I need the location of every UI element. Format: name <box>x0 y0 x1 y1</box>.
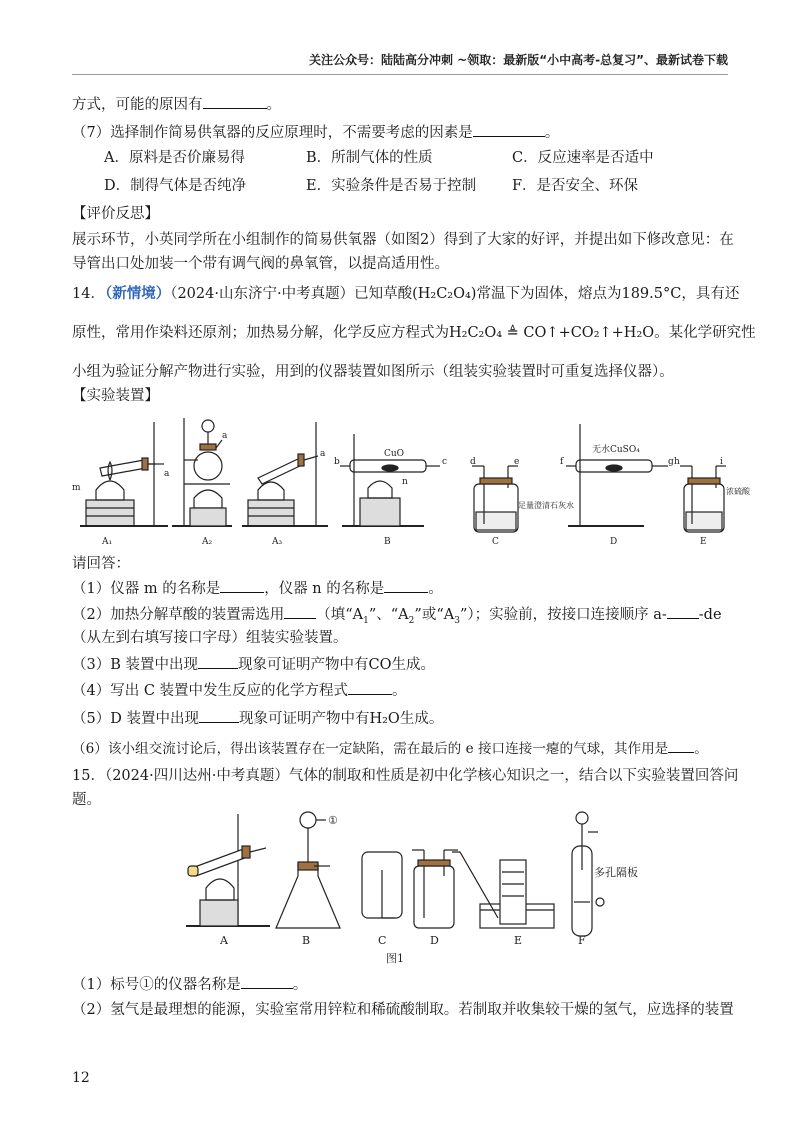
label-sulfuric: 浓硫酸 <box>726 487 750 496</box>
text: 常温下为固体，熔点为189.5°C，具有还 <box>476 286 740 302</box>
answer-blank <box>199 708 239 723</box>
apparatus-d <box>566 424 668 526</box>
option-e: E．实验条件是否易于控制 <box>306 178 477 194</box>
formula: (H₂C₂O₄) <box>412 286 477 302</box>
text: 原性，常用作染料还原剂；加热易分解，化学反应方程式为 <box>72 325 449 341</box>
text: 。 <box>292 977 308 993</box>
apparatus-figure-14 <box>72 412 750 548</box>
label-A2: A₂ <box>202 537 213 547</box>
label-F: F <box>578 934 586 947</box>
text: （1）仪器 m 的名称是 <box>72 581 221 597</box>
text: ”、“A <box>368 607 409 623</box>
option-a: A．原料是否价廉易得 <box>104 150 245 166</box>
question-number: 14． <box>72 286 105 302</box>
label-n: n <box>402 477 408 487</box>
text: 。 <box>544 125 560 141</box>
option-f: F．是否安全、环保 <box>512 178 639 194</box>
apparatus-d <box>412 850 458 928</box>
label-b: b <box>334 457 340 467</box>
text: （5）D 装置中出现 <box>72 711 199 727</box>
question-number: 15． <box>72 768 105 784</box>
text: ，仪器 n 的名称是 <box>264 581 385 597</box>
label-B: B <box>384 537 391 547</box>
label-g: g <box>668 457 674 467</box>
question-14-line-2 <box>72 323 756 343</box>
apparatus-c <box>362 852 402 918</box>
q14-part-6 <box>72 738 708 759</box>
apparatus-a3 <box>242 422 328 526</box>
answer-prompt: 请回答： <box>72 556 130 572</box>
label-circle1: ① <box>328 814 338 827</box>
apparatus-c <box>472 466 518 532</box>
text: 。 <box>694 741 708 757</box>
label-a: a <box>320 449 326 459</box>
label-A: A <box>220 934 228 947</box>
formula: CO <box>368 657 392 673</box>
section-title: 【评价反思】 <box>72 206 159 222</box>
option-d: D．制得气体是否纯净 <box>104 178 247 194</box>
label-a: a <box>222 431 228 441</box>
label-board: 多孔隔板 <box>594 866 638 879</box>
label-E: E <box>700 537 707 547</box>
text: （4）写出 C 装置中发生反应的化学方程式 <box>72 683 349 699</box>
label-h: h <box>674 457 680 467</box>
text: ”或“A <box>414 607 455 623</box>
text: 。 <box>428 581 443 597</box>
answer-blank <box>284 604 316 619</box>
q14-part-5 <box>72 708 443 729</box>
question-14-line-1 <box>72 284 739 304</box>
answer-blank <box>198 654 238 669</box>
label-A3: A₃ <box>272 537 283 547</box>
text: （填“A <box>316 607 364 623</box>
label-D: D <box>610 537 618 547</box>
text: （1）标号①的仪器名称是 <box>72 977 241 993</box>
text: -de <box>698 607 722 623</box>
label-cuo: CuO <box>384 449 405 459</box>
text: 。某化学研究性 <box>654 325 756 341</box>
answer-blank <box>203 94 267 109</box>
text: 现象可证明产物中有 <box>238 657 369 673</box>
option-c: C．反应速率是否适中 <box>512 150 654 166</box>
label-C: C <box>492 537 499 547</box>
question-tag: （新情境） <box>104 285 171 302</box>
label-e: e <box>514 457 520 467</box>
label-A1: A₁ <box>102 537 113 547</box>
q15-part-1 <box>72 974 307 995</box>
label-E: E <box>514 934 523 947</box>
text-line <box>72 94 281 115</box>
label-i: i <box>720 457 723 467</box>
answer-blank <box>348 680 392 695</box>
label-limewater: 足量澄清石灰水 <box>518 501 574 510</box>
paragraph-line: 展示环节，小英同学所在小组制作的简易供氧器（如图2）得到了大家的好评，并提出如下修改意见：在 <box>72 232 734 248</box>
apparatus-b <box>276 812 340 928</box>
question-14-line-3: 小组为验证分解产物进行实验，用到的仪器装置如图所示（组装实验装置时可重复选择仪器）。 <box>72 364 674 380</box>
apparatus-a <box>186 814 270 926</box>
page-number: 12 <box>72 1070 90 1086</box>
question-15-line-2: 题。 <box>72 792 101 808</box>
apparatus-a1 <box>80 422 168 526</box>
answer-blank <box>668 738 694 753</box>
answer-blank <box>220 578 264 593</box>
question-15-line-1 <box>72 766 738 786</box>
text: 方式，可能的原因有 <box>72 97 203 113</box>
text: 生成。 <box>391 657 435 673</box>
answer-blank <box>667 604 699 619</box>
label-m: m <box>72 483 81 493</box>
text: 。 <box>266 97 281 113</box>
answer-blank <box>384 578 428 593</box>
label-D: D <box>430 934 439 947</box>
text: （2024·四川达州·中考真题）气体的制取和性质是初中化学核心知识之一，结合以下实验装置回答问 <box>104 768 739 784</box>
label-d: d <box>470 457 476 467</box>
apparatus-b <box>340 434 440 526</box>
paragraph-line: 导管出口处加装一个带有调气阀的鼻氧管，以提高适用性。 <box>72 256 449 272</box>
answer-blank <box>473 122 545 137</box>
label-B: B <box>302 934 311 947</box>
text: （3）B 装置中出现 <box>72 657 198 673</box>
answer-blank <box>241 974 293 989</box>
q14-part-3 <box>72 654 435 675</box>
figure-caption: 图1 <box>386 952 404 965</box>
text: （2024·山东济宁·中考真题）已知草酸 <box>170 286 413 302</box>
chemical-equation: H₂C₂O₄ ≜ CO↑+CO₂↑+H₂O <box>449 325 655 341</box>
label-a: a <box>164 469 170 479</box>
formula: H₂O <box>369 711 400 727</box>
apparatus-figure-15 <box>180 810 638 970</box>
label-f: f <box>560 457 564 467</box>
option-b: B．所制气体的性质 <box>306 150 433 166</box>
text: 现象可证明产物中有 <box>238 711 370 727</box>
text: （2）加热分解草酸的装置需选用 <box>72 607 285 623</box>
text: ”）；实验前，按接口连接顺序 a- <box>459 607 667 623</box>
q14-part-2: （2）加热分解草酸的装置需选用 （填“$A_1$”、“$A_2$”或“$A_3$”）；实验前，按接口连接顺序 a- -de <box>72 604 722 631</box>
page-header: 关注公众号：陆陆高分冲刺 ~领取：最新版“小中高考-总复习”、最新试卷下载 <box>309 53 728 67</box>
text: （6）该小组交流讨论后，得出该装置存在一定缺陷，需在最后的 e 接口连接一瘪的气球，其作用是 <box>72 741 669 757</box>
q14-part-4 <box>72 680 407 701</box>
apparatus-e <box>680 466 726 532</box>
text: （7）选择制作简易供氧器的反应原理时，不需要考虑的因素是 <box>72 125 473 141</box>
q15-part-2: （2）氢气是最理想的能源，实验室常用锌粒和稀硫酸制取。若制取并收集较干燥的氢气，应选择的装置 <box>72 1002 734 1018</box>
text: 。 <box>392 683 407 699</box>
label-C: C <box>378 934 387 947</box>
label-c: c <box>442 457 448 467</box>
question-7 <box>72 122 559 143</box>
apparatus-e <box>452 852 554 928</box>
label-cuso4: 无水CuSO₄ <box>592 445 640 455</box>
text: 生成。 <box>399 711 444 727</box>
section-title: 【实验装置】 <box>72 388 159 404</box>
q14-part-1 <box>72 578 443 599</box>
q14-part-2-cont: （从左到右填写接口字母）组装实验装置。 <box>72 630 348 646</box>
header-divider <box>72 74 728 75</box>
